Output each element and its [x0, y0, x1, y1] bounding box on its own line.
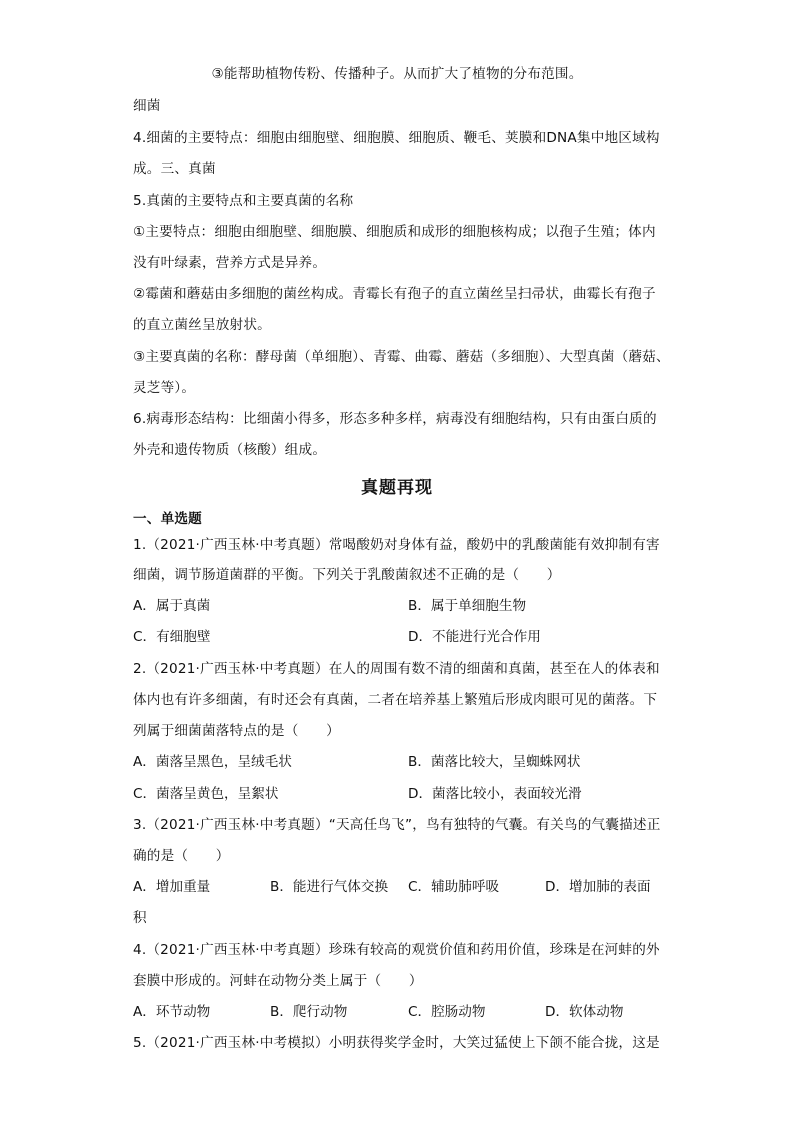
question-stem: 细菌，调节肠道菌群的平衡。下列关于乳酸菌叙述不正确的是（ ）	[133, 567, 561, 583]
option-b: B．属于单细胞生物	[408, 598, 527, 614]
text-line: ①主要特点：细胞由细胞壁、细胞膜、细胞质和成形的细胞核构成；以孢子生殖；体内	[133, 224, 656, 240]
option-d: D．不能进行光合作用	[408, 629, 541, 645]
question-stem: 套膜中形成的。河蚌在动物分类上属于（ ）	[133, 973, 423, 989]
text-line: 4.细菌的主要特点：细胞由细胞壁、细胞膜、细胞质、鞭毛、荚膜和DNA集中地区域构	[133, 130, 660, 146]
text-line: 外壳和遗传物质（核酸）组成。	[133, 442, 327, 458]
text-line: ②霉菌和蘑菇由多细胞的菌丝构成。青霉长有孢子的直立菌丝呈扫帚状，曲霉长有孢子	[133, 286, 656, 302]
text-line: 没有叶绿素，营养方式是异养。	[133, 255, 327, 271]
option-d-continued: 积	[133, 910, 147, 926]
text-line: ③能帮助植物传粉、传播种子。从而扩大了植物的分布范围。	[211, 66, 583, 82]
text-line: 6.病毒形态结构：比细菌小得多，形态多种多样，病毒没有细胞结构，只有由蛋白质的	[133, 411, 657, 427]
text-line: ③主要真菌的名称：酵母菌（单细胞）、青霉、曲霉、蘑菇（多细胞）、大型真菌（蘑菇、	[133, 349, 670, 365]
option-a: A．菌落呈黑色，呈绒毛状	[133, 754, 292, 770]
question-stem: 3.（2021·广西玉林·中考真题）“天高任鸟飞”，鸟有独特的气囊。有关鸟的气囊描述正	[133, 817, 661, 833]
text-line: 的直立菌丝呈放射状。	[133, 317, 271, 333]
option-c: C．有细胞壁	[133, 629, 211, 645]
option-c: C．菌落呈黄色，呈絮状	[133, 786, 279, 802]
question-stem: 列属于细菌菌落特点的是（ ）	[133, 723, 340, 739]
option-a: A．增加重量	[133, 879, 211, 895]
text-line: 灵芝等）。	[133, 380, 196, 396]
section-heading: 真题再现	[361, 478, 433, 498]
option-a: A．环节动物	[133, 1004, 211, 1020]
option-a: A．属于真菌	[133, 598, 211, 614]
question-type-heading: 一、单选题	[133, 511, 202, 527]
question-stem: 确的是（ ）	[133, 848, 230, 864]
option-c: C．辅助肺呼吸	[408, 879, 500, 895]
option-b: B．菌落比较大，呈蜘蛛网状	[408, 754, 581, 770]
text-line: 细菌	[133, 98, 161, 114]
question-stem: 5.（2021·广西玉林·中考模拟）小明获得奖学金时，大笑过猛使上下颌不能合拢，这是	[133, 1035, 660, 1051]
option-d: D．软体动物	[545, 1004, 624, 1020]
text-line: 5.真菌的主要特点和主要真菌的名称	[133, 193, 354, 209]
option-c: C．腔肠动物	[408, 1004, 486, 1020]
text-line: 成。三、真菌	[133, 161, 216, 177]
option-d: D．增加肺的表面	[545, 879, 651, 895]
question-stem: 2.（2021·广西玉林·中考真题）在人的周围有数不清的细菌和真菌，甚至在人的体表和	[133, 661, 660, 677]
option-b: B．能进行气体交换	[270, 879, 389, 895]
question-stem: 体内也有许多细菌，有时还会有真菌，二者在培养基上繁殖后形成肉眼可见的菌落。下	[133, 692, 658, 708]
question-stem: 1.（2021·广西玉林·中考真题）常喝酸奶对身体有益，酸奶中的乳酸菌能有效抑制有害	[133, 537, 660, 553]
question-stem: 4.（2021·广西玉林·中考真题）珍珠有较高的观赏价值和药用价值，珍珠是在河蚌的外	[133, 942, 660, 958]
option-b: B．爬行动物	[270, 1004, 348, 1020]
option-d: D．菌落比较小，表面较光滑	[408, 786, 582, 802]
